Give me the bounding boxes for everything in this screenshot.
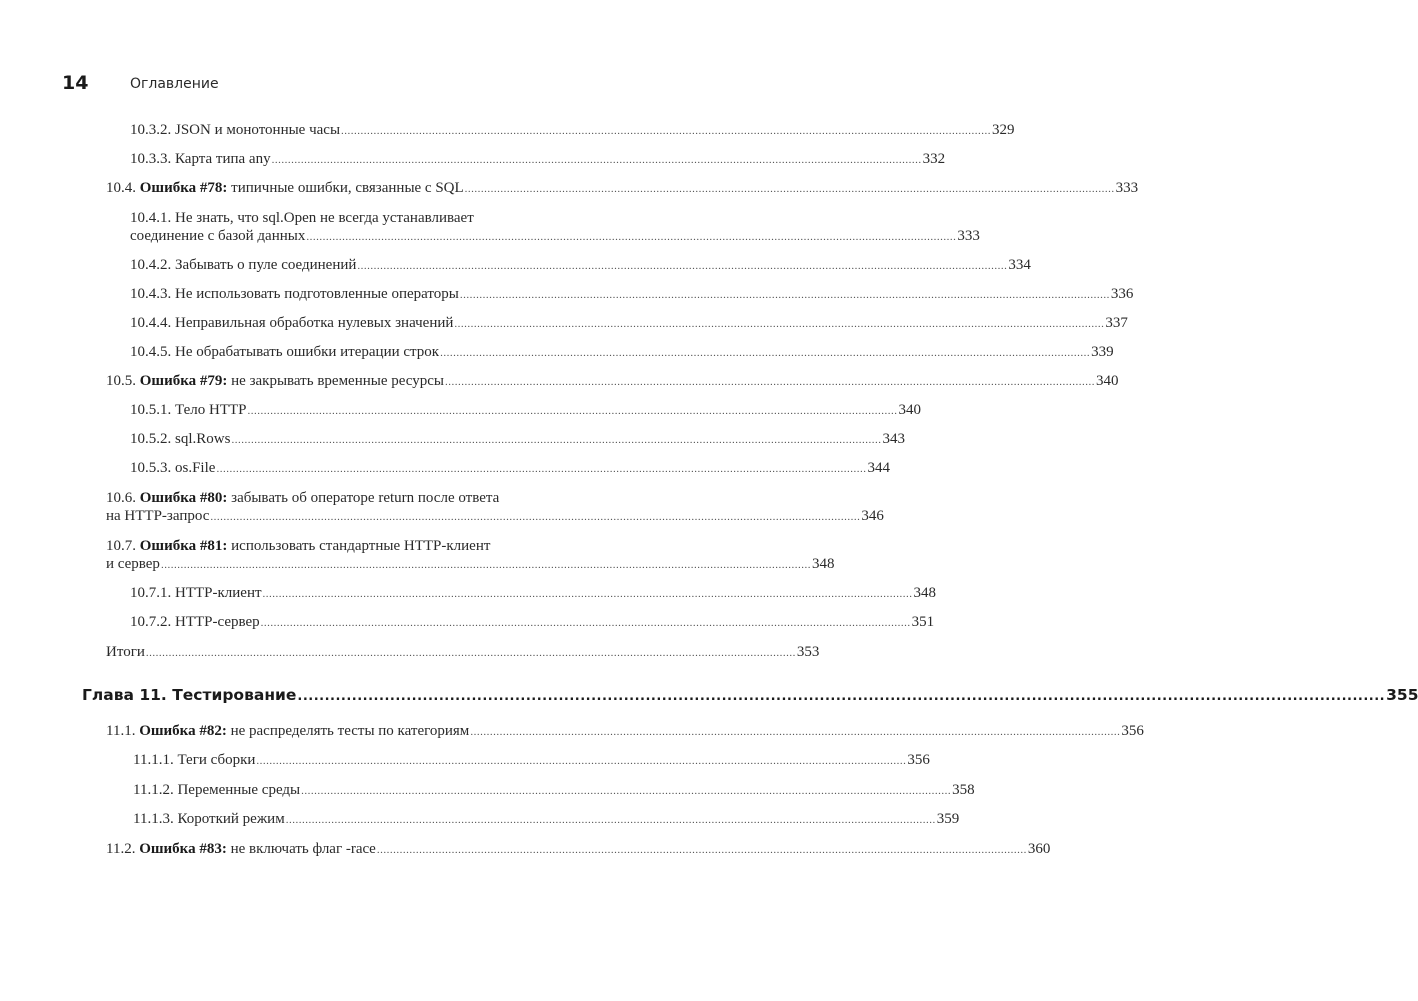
entry-number: 11.2. [106, 841, 136, 857]
entry-number: 11.1.1. [133, 752, 174, 768]
toc-entry[interactable] [106, 489, 884, 526]
dot-leader: ........................................................................................................................................................................................................ [464, 183, 1115, 195]
entry-title: Теги сборки [177, 752, 256, 768]
toc-entry[interactable] [130, 459, 890, 478]
entry-page: 334 [1008, 257, 1031, 273]
entry-title: Итоги [106, 644, 145, 660]
entry-title: не распределять тесты по категориям [230, 723, 470, 739]
dot-leader: ........................................................................................................................................................................................................ [306, 231, 957, 243]
entry-title: Глава 11. Тестирование [82, 686, 297, 704]
entry-page: 356 [1121, 723, 1144, 739]
entry-bold-label: Ошибка #82: [139, 723, 227, 739]
entry-page: 346 [861, 508, 884, 524]
entry-number: 11.1.2. [133, 782, 174, 798]
entry-number: 10.7.1. [130, 585, 172, 601]
dot-leader: ........................................................................................................................................................................................................ [260, 617, 911, 629]
entry-bold-label: Ошибка #78: [139, 180, 228, 196]
entry-page: 356 [907, 752, 930, 768]
entry-title: типичные ошибки, связанные с SQL [231, 180, 464, 196]
entry-title: HTTP-сервер [175, 614, 260, 630]
entry-title: os.File [175, 460, 216, 476]
toc-entry[interactable] [130, 256, 1031, 275]
toc-entry[interactable] [106, 643, 820, 662]
dot-leader: ........................................................................................................................................................................................................ [145, 647, 796, 659]
running-header: Оглавление [130, 76, 219, 92]
dot-leader: ........................................................................................................................................................................................................ [285, 814, 936, 826]
entry-number: 10.5.2. [130, 431, 172, 447]
dot-leader: ........................................................................................................................................................................................................ [459, 289, 1110, 301]
toc-entry[interactable] [130, 343, 1114, 362]
entry-title: Карта типа any [175, 151, 271, 167]
toc-entry[interactable] [130, 314, 1128, 333]
dot-leader: ........................................................................................................................................................................................................ [444, 376, 1095, 388]
entry-number: 10.4.1. [130, 210, 172, 226]
dot-leader: ........................................................................................................................................................................................................ [271, 154, 922, 166]
toc-entry[interactable] [106, 179, 1139, 198]
toc-entry[interactable] [130, 285, 1134, 304]
entry-page: 351 [911, 614, 935, 630]
entry-number: 11.1. [106, 723, 136, 739]
entry-page: 336 [1110, 286, 1134, 302]
page-number: 14 [62, 72, 89, 94]
toc-entry[interactable] [130, 613, 935, 632]
entry-number: 10.5.1. [130, 402, 172, 418]
entry-title: Тело HTTP [175, 402, 247, 418]
toc-entry[interactable] [130, 584, 937, 603]
toc-entry[interactable] [130, 150, 946, 169]
entry-page: 359 [936, 811, 960, 827]
entry-number: 10.4. [106, 180, 136, 196]
entry-page: 333 [1115, 180, 1139, 196]
entry-number: 10.7. [106, 538, 136, 554]
dot-leader: ........................................................................................................................................................................................................ [160, 559, 811, 571]
entry-title-line1: Не знать, что sql.Open не всегда устанавливает [175, 210, 474, 226]
entry-page: 360 [1027, 841, 1051, 857]
dot-leader: ........................................................................................................................................................................................................ [470, 726, 1121, 738]
dot-leader: ........................................................................................................................................................................................................ [262, 588, 913, 600]
entry-page: 340 [898, 402, 921, 418]
dot-leader: ........................................................................................................................................................................................................ [256, 755, 907, 767]
entry-number: 11.1.3. [133, 811, 174, 827]
entry-page: 348 [811, 556, 835, 572]
dot-leader: ........................................................................................................................................................................................................ [297, 689, 1386, 704]
dot-leader: ........................................................................................................................................................................................................ [301, 785, 952, 797]
entry-title: не закрывать временные ресурсы [231, 373, 444, 389]
entry-title: Забывать о пуле соединений [175, 257, 357, 273]
entry-title: Неправильная обработка нулевых значений [175, 315, 454, 331]
entry-title: не включать флаг -race [230, 841, 376, 857]
entry-page: 358 [952, 782, 975, 798]
entry-page: 355 [1386, 686, 1418, 704]
entry-title-line1: забывать об операторе return после ответа [231, 490, 500, 506]
entry-title: sql.Rows [175, 431, 231, 447]
entry-bold-label: Ошибка #81: [139, 538, 228, 554]
entry-number: 10.7.2. [130, 614, 172, 630]
dot-leader: ........................................................................................................................................................................................................ [376, 844, 1027, 856]
toc-entry[interactable] [130, 401, 921, 420]
entry-number: 10.3.2. [130, 122, 172, 138]
entry-title: на HTTP-запрос [106, 508, 210, 524]
entry-title: соединение с базой данных [130, 228, 306, 244]
toc-entry[interactable] [133, 751, 930, 770]
entry-bold-label: Ошибка #80: [139, 490, 228, 506]
dot-leader: ........................................................................................................................................................................................................ [357, 260, 1008, 272]
entry-number: 10.4.4. [130, 315, 172, 331]
dot-leader: ........................................................................................................................................................................................................ [216, 463, 867, 475]
entry-title: JSON и монотонные часы [175, 122, 341, 138]
entry-page: 329 [992, 122, 1015, 138]
entry-title: HTTP-клиент [175, 585, 262, 601]
entry-number: 10.5. [106, 373, 136, 389]
toc-entry[interactable] [130, 209, 980, 246]
toc-entry[interactable] [133, 781, 975, 800]
entry-title: Не использовать подготовленные операторы [175, 286, 459, 302]
entry-page: 337 [1105, 315, 1128, 331]
entry-bold-label: Ошибка #83: [139, 841, 227, 857]
entry-page: 333 [957, 228, 980, 244]
dot-leader: ........................................................................................................................................................................................................ [231, 434, 882, 446]
entry-page: 340 [1095, 373, 1119, 389]
entry-title-line1: использовать стандартные HTTP-клиент [231, 538, 491, 554]
entry-page: 344 [867, 460, 890, 476]
entry-number: 10.4.3. [130, 286, 172, 302]
toc-entry[interactable] [133, 810, 960, 829]
entry-title: Короткий режим [177, 811, 285, 827]
toc-entry[interactable] [82, 686, 1418, 706]
toc-entry[interactable] [106, 372, 1119, 391]
entry-title: и сервер [106, 556, 160, 572]
entry-title: Переменные среды [177, 782, 301, 798]
entry-page: 332 [922, 151, 946, 167]
entry-number: 10.4.2. [130, 257, 172, 273]
entry-title: Не обрабатывать ошибки итерации строк [175, 344, 440, 360]
dot-leader: ........................................................................................................................................................................................................ [341, 125, 992, 137]
entry-page: 348 [913, 585, 937, 601]
entry-bold-label: Ошибка #79: [139, 373, 228, 389]
entry-page: 339 [1091, 344, 1114, 360]
dot-leader: ........................................................................................................................................................................................................ [210, 511, 861, 523]
entry-page: 343 [882, 431, 905, 447]
entry-page: 353 [796, 644, 820, 660]
toc-entry[interactable] [106, 840, 1051, 859]
dot-leader: ........................................................................................................................................................................................................ [440, 347, 1091, 359]
toc-entry[interactable] [106, 722, 1144, 741]
entry-number: 10.5.3. [130, 460, 172, 476]
entry-number: 10.3.3. [130, 151, 172, 167]
toc-entry[interactable] [130, 430, 905, 449]
dot-leader: ........................................................................................................................................................................................................ [454, 318, 1105, 330]
entry-number: 10.6. [106, 490, 136, 506]
toc-entry[interactable] [130, 121, 1015, 140]
toc-entry[interactable] [106, 537, 835, 574]
dot-leader: ........................................................................................................................................................................................................ [247, 405, 898, 417]
entry-number: 10.4.5. [130, 344, 172, 360]
